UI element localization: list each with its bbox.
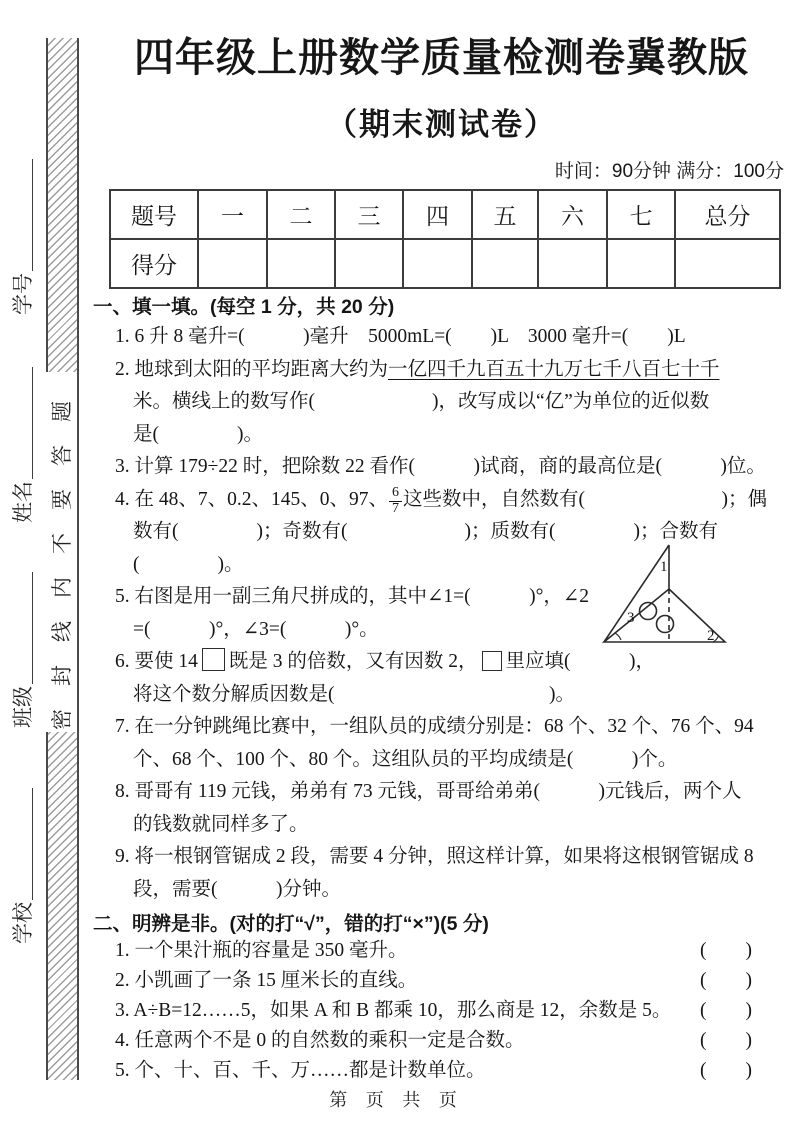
section-2-heading: 二、明辨是非。(对的打“√”，错的打“×”)(5 分) [93, 913, 489, 936]
side-field-school [7, 788, 37, 944]
question-7-line-2: 个、68 个、100 个、80 个。这组队员的平均成绩是( )个。 [133, 748, 678, 770]
score-table-header-cell: 二 [267, 190, 335, 239]
score-table-header-cell: 三 [335, 190, 403, 239]
angle-3-label: 3 [627, 610, 635, 626]
name-blank-line [30, 367, 33, 479]
angle-2-label: 2 [707, 628, 715, 644]
question-4-line-1 [93, 484, 790, 517]
question-8-line-2: 的钱数就同样多了。 [133, 813, 309, 835]
score-table-header-row [110, 190, 780, 239]
question-4-prefix: 4. 在 48、7、0.2、145、0、97、 [115, 488, 389, 510]
tf-item-text: 2. 小凯画了一条 15 厘米长的直线。 [115, 970, 418, 992]
tf-answer-blank: ( ) [700, 1000, 752, 1022]
question-2-line-3: 是( )。 [133, 423, 263, 445]
question-1-line: 1. 6 升 8 毫升=( )毫升 5000mL=( )L 3000 毫升=( )L [115, 326, 686, 347]
fraction-denominator: 7 [392, 500, 400, 516]
tf-item-text: 4. 任意两个不是 0 的自然数的乘积一定是合数。 [115, 1030, 525, 1052]
question-4-suffix: 这些数中，自然数有( )；偶 [403, 488, 768, 510]
tf-item-4 [93, 1026, 790, 1056]
time-and-score-info: 时间：90分钟 满分：100分 [554, 161, 784, 182]
side-field-name [7, 367, 37, 523]
tf-item-text: 1. 一个果汁瓶的容量是 350 毫升。 [115, 940, 408, 962]
student-id-label: 学号 [11, 273, 35, 315]
score-cell [267, 239, 335, 288]
tf-item-text: 5. 个、十、百、千、万……都是计数单位。 [115, 1060, 486, 1082]
side-field-class [7, 572, 37, 728]
score-table-header-cell: 题号 [110, 190, 198, 239]
question-2-prefix: 2. 地球到太阳的平均距离大约为 [115, 358, 389, 380]
question-9-line-2: 段，需要( )分钟。 [133, 878, 341, 900]
page-footer: 第 页 共 页 [329, 1090, 464, 1110]
tf-item-text: 3. A÷B=12……5，如果 A 和 B 都乘 10，那么商是 12，余数是 5。 [115, 1000, 672, 1022]
score-row-label: 得分 [110, 239, 198, 288]
tf-item-5 [93, 1056, 790, 1086]
question-9-line-1: 9. 将一根钢管锯成 2 段，需要 4 分钟，照这样计算，如果将这根钢管锯成 8 [115, 846, 754, 868]
fraction-six-sevenths [389, 486, 402, 516]
question-4-line-3: ( )。 [133, 553, 244, 575]
question-5-line-1: 5. 右图是用一副三角尺拼成的，其中∠1=( )°，∠2 [115, 586, 589, 608]
score-cell [198, 239, 267, 288]
question-8-line-1: 8. 哥哥有 119 元钱，弟弟有 73 元钱，哥哥给弟弟( )元钱后，两个人 [115, 781, 742, 803]
question-7-line-1: 7. 在一分钟跳绳比赛中，一组队员的成绩分别是：68 个、32 个、76 个、94 [115, 716, 754, 738]
tf-item-3 [93, 996, 790, 1026]
score-cell [538, 239, 607, 288]
question-4-line-2: 数有( )；奇数有( )；质数有( )；合数有 [133, 521, 718, 543]
true-false-questions [93, 936, 790, 1086]
score-cell [403, 239, 472, 288]
triangle-ruler-figure [594, 537, 742, 651]
school-blank-line [30, 788, 33, 900]
exam-subtitle: （期末测试卷） [326, 107, 557, 142]
section-1-heading: 一、填一填。(每空 1 分，共 20 分) [93, 296, 395, 318]
question-6-prefix: 6. 要使 14 [115, 651, 198, 673]
class-blank-line [30, 572, 33, 684]
name-label: 姓名 [11, 481, 35, 523]
blank-box [482, 651, 502, 671]
tf-answer-blank: ( ) [700, 1030, 752, 1052]
school-label: 学校 [11, 902, 35, 944]
tf-item-2 [93, 966, 790, 996]
question-6-line-2: 将这个数分解质因数是( )。 [133, 683, 575, 705]
tf-item-1 [93, 936, 790, 966]
score-cell [607, 239, 675, 288]
seal-warning-text: 密封线内不要答题 [45, 372, 77, 732]
tf-answer-blank: ( ) [700, 1060, 752, 1082]
fraction-numerator: 6 [389, 486, 402, 502]
score-table-header-cell: 七 [607, 190, 675, 239]
score-cell [472, 239, 538, 288]
question-5-line-2: =( )°，∠3=( )°。 [133, 618, 379, 640]
score-table [109, 189, 781, 289]
angle-1-label: 1 [660, 559, 668, 575]
score-cell [675, 239, 780, 288]
question-2-line-1 [93, 354, 790, 387]
question-2-underlined-number: 一亿四千九百五十九万七千八百七十千 [388, 358, 720, 380]
score-table-header-cell: 四 [403, 190, 472, 239]
question-6-line-1 [93, 646, 790, 679]
side-field-student-id [7, 159, 37, 315]
score-cell [335, 239, 403, 288]
class-label: 班级 [11, 686, 35, 728]
question-2-line-2: 米。横线上的数写作( )，改写成以“亿”为单位的近似数 [133, 391, 710, 412]
question-6-middle: 既是 3 的倍数，又有因数 2， [228, 651, 478, 673]
score-table-header-cell: 五 [472, 190, 538, 239]
blank-box [202, 648, 225, 671]
question-3-line: 3. 计算 179÷22 时，把除数 22 看作( )试商，商的最高位是( )位。 [115, 456, 766, 477]
tf-answer-blank: ( ) [700, 970, 752, 992]
score-table-header-cell: 一 [198, 190, 267, 239]
score-table-header-cell: 六 [538, 190, 607, 239]
score-table-header-cell: 总分 [675, 190, 780, 239]
exam-title: 四年级上册数学质量检测卷冀教版 [134, 36, 749, 80]
tf-answer-blank: ( ) [700, 940, 752, 962]
score-table-score-row [110, 239, 780, 288]
student-id-blank-line [30, 159, 33, 271]
question-6-suffix: 里应填( )， [505, 651, 656, 673]
